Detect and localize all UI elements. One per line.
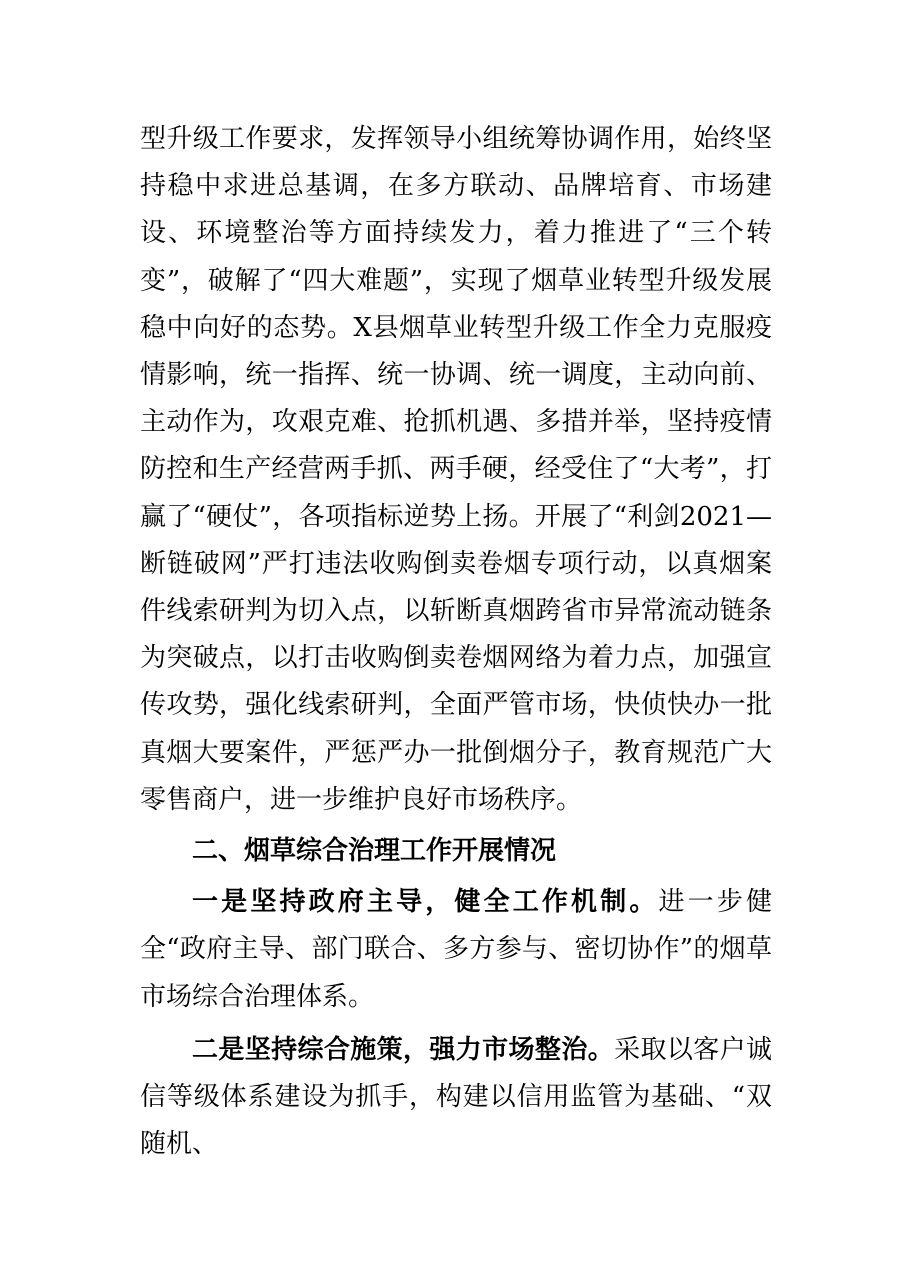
point-2-body: 采取以客户诚信等级体系建设为抓手，构建以信用监管为基础、“双随机、 bbox=[140, 1034, 772, 1160]
point-paragraph-2 bbox=[140, 1027, 772, 1169]
point-1-lead: 一是坚持政府主导，健全工作机制。 bbox=[192, 887, 659, 918]
document-body bbox=[140, 116, 772, 1168]
point-paragraph-1 bbox=[140, 879, 772, 1021]
point-1-body: 进一步健全“政府主导、部门联合、多方参与、密切协作”的烟草市场综合治理体系。 bbox=[140, 887, 772, 1012]
section-heading: 二、烟草综合治理工作开展情况 bbox=[192, 836, 557, 867]
body-paragraph: 型升级工作要求，发挥领导小组统筹协调作用，始终坚持稳中求进总基调，在多方联动、品牌培育、市场建设、环境整治等方面持续发力，着力推进了“三个转变”，破解了“四大难题”，实现了烟草业转型升级发展稳中向好的态势。X县烟草业转型升级工作全力克服疫情影响，统一指挥、统一协调、统一调度，主动向前、主动作为，攻艰克难、抢抓机遇、多措并举，坚持疫情防控和生产经营两手抓、两手硬，经受住了“大考”，打赢了“硬仗”，各项指标逆势上扬。开展了“利剑2021—断链破网”严打违法收购倒卖卷烟专项行动，以真烟案件线索研判为切入点，以斩断真烟跨省市异常流动链条为突破点，以打击收购倒卖卷烟网络为着力点，加强宣传攻势，强化线索研判，全面严管市场，快侦快办一批真烟大要案件，严惩严办一批倒烟分子，教育规范广大零售商户，进一步维护良好市场秩序。 bbox=[140, 124, 772, 815]
point-2-lead: 二是坚持综合施策，强力市场整治。 bbox=[192, 1034, 615, 1065]
